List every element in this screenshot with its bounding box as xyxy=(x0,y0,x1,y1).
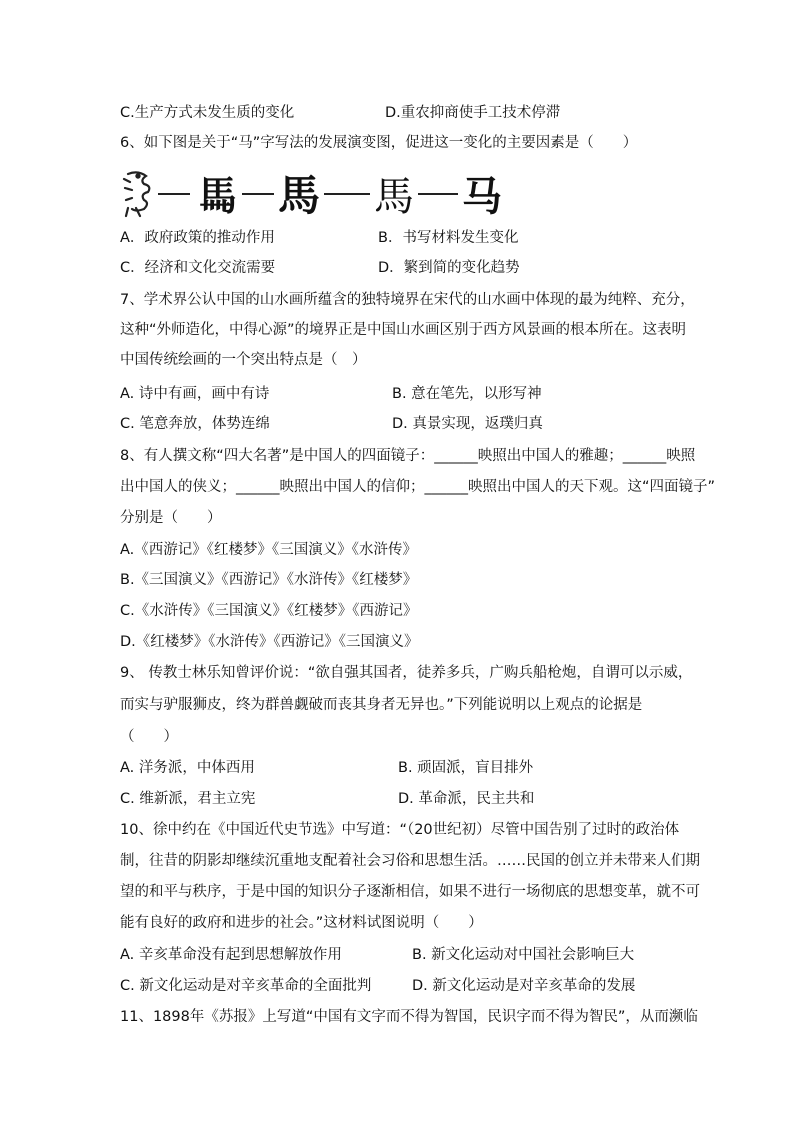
q6-option-c: C．经济和文化交流需要 xyxy=(120,260,276,276)
q9-option-c: C. 维新派，君主立宪 xyxy=(120,791,256,807)
q8-option-a: A.《西游记》《红楼梦》《三国演义》《水浒传》 xyxy=(120,542,418,558)
q9-option-d: D. 革命派，民主共和 xyxy=(398,791,535,807)
q10-option-d: D. 新文化运动是对辛亥革命的发展 xyxy=(412,978,636,994)
q9-option-a: A. 洋务派，中体西用 xyxy=(120,760,255,776)
q8-option-c: C.《水浒传》《三国演义》《红楼梦》《西游记》 xyxy=(120,603,418,619)
q11-stem-line-1: 11、1898年《苏报》上写道“中国有文字而不得为智国，民识字而不得为智民”，从而濒临 xyxy=(120,1009,698,1025)
q6-stem: 6、如下图是关于“马”字写法的发展演变图，促进这一变化的主要因素是（ ） xyxy=(120,135,638,151)
q5-option-d: D.重农抑商使手工技术停滞 xyxy=(385,105,561,121)
q7-option-b: B. 意在笔先，以形写神 xyxy=(392,386,542,402)
q9-stem-line-1: 9、 传教士林乐知曾评价说：“欲自强其国者，徒养多兵，广购兵船枪炮，自谓可以示威， xyxy=(120,665,693,681)
q10-stem-line-4: 能有良好的政府和进步的社会。”这材料试图说明（ ） xyxy=(120,915,483,931)
q9-stem-line-2: 而实与驴服狮皮，终为群兽觑破而丧其身者无异也。”下列能说明以上观点的论据是 xyxy=(120,697,643,713)
q7-option-c: C. 笔意奔放，体势连绵 xyxy=(120,416,270,432)
q10-option-a: A. 辛亥革命没有起到思想解放作用 xyxy=(120,947,342,963)
q9-stem-line-3: （ ） xyxy=(120,729,178,745)
q6-option-d: D．繁到简的变化趋势 xyxy=(378,260,520,276)
q8-stem-line-2: 出中国人的侠义；______映照出中国人的信仰；______映照出中国人的天下观。这“四面镜子” xyxy=(120,479,716,495)
q9-option-b: B. 顽固派，盲目排外 xyxy=(398,760,534,776)
q10-option-c: C. 新文化运动是对辛亥革命的全面批判 xyxy=(120,978,372,994)
glyph-seal: 𩡧 xyxy=(198,173,238,220)
q8-option-b: B.《三国演义》《西游记》《水浒传》《红楼梦》 xyxy=(120,572,418,588)
glyph-regular: 馬 xyxy=(374,174,414,220)
q7-option-a: A. 诗中有画，画中有诗 xyxy=(120,386,270,402)
q7-stem-line-1: 7、学术界公认中国的山水画所蕴含的独特境界在宋代的山水画中体现的最为纯粹、充分， xyxy=(120,292,695,308)
glyph-clerical: 馬 xyxy=(278,171,321,220)
q10-stem-line-1: 10、徐中约在《中国近代史节选》中写道：“（20世纪初）尽管中国告别了过时的政治体 xyxy=(120,822,680,838)
q8-stem-line-3: 分别是（ ） xyxy=(120,510,222,526)
q7-stem-line-3: 中国传统绘画的一个突出特点是（ ） xyxy=(120,352,367,368)
glyph-simplified: 马 xyxy=(462,174,502,220)
oracle-horse-glyph-icon xyxy=(124,172,149,216)
q8-option-d: D.《红楼梦》《水浒传》《西游记》《三国演义》 xyxy=(120,634,419,650)
q6-option-b: B．书写材料发生变化 xyxy=(378,230,519,246)
horse-evolution-svg xyxy=(118,164,513,220)
q6-option-a: A．政府政策的推动作用 xyxy=(120,230,275,246)
q7-option-d: D. 真景实现，返璞归真 xyxy=(392,416,543,432)
q5-option-c: C.生产方式未发生质的变化 xyxy=(120,105,295,121)
q10-stem-line-2: 制，往昔的阴影却继续沉重地支配着社会习俗和思想生活。……民国的创立并未带来人们期 xyxy=(120,853,700,869)
q7-stem-line-2: 这种“外师造化，中得心源”的境界正是中国山水画区别于西方风景画的根本所在。这表明 xyxy=(120,322,687,338)
q8-stem-line-1: 8、有人撰文称“四大名著”是中国人的四面镜子：______映照出中国人的雅趣；______映照 xyxy=(120,448,696,464)
q10-stem-line-3: 望的和平与秩序，于是中国的知识分子逐渐相信，如果不进行一场彻底的思想变革，就不可 xyxy=(120,884,700,900)
q10-option-b: B. 新文化运动对中国社会影响巨大 xyxy=(412,947,635,963)
horse-character-evolution-figure xyxy=(118,164,513,220)
